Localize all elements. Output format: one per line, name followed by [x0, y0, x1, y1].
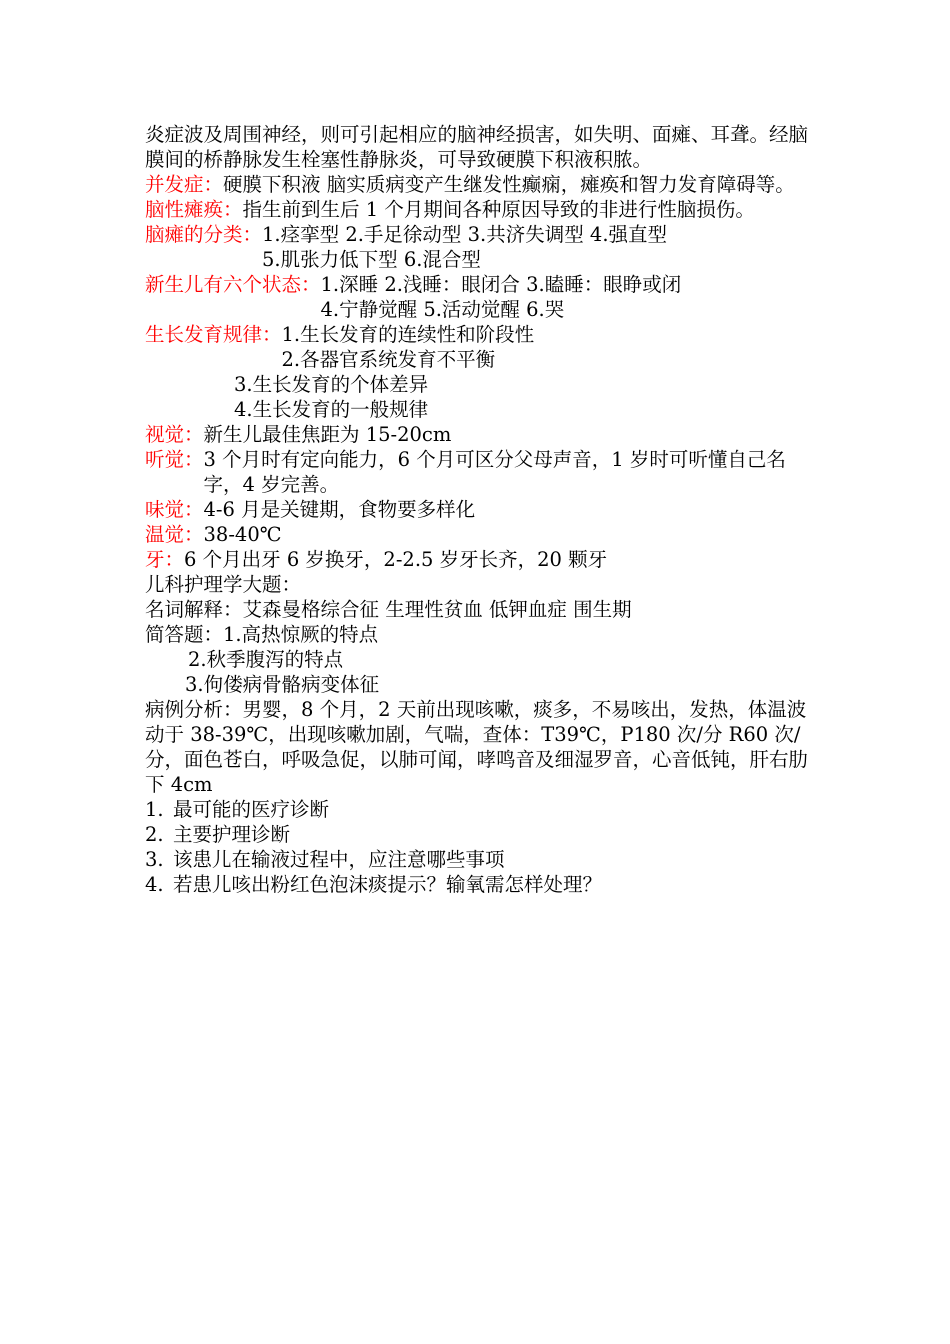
growth-rules-line-4: 4.生长发育的一般规律: [234, 398, 429, 421]
taste-label: 味觉：: [145, 498, 204, 521]
vision-label: 视觉：: [145, 423, 204, 446]
short-answer-line-1: 简答题：1.高热惊厥的特点: [145, 623, 379, 646]
cerebral-palsy-label: 脑性瘫痪：: [145, 198, 243, 221]
hearing-text: 3 个月时有定向能力，6 个月可区分父母声音，1 岁时可听懂自己名字，4 岁完善。: [203, 448, 786, 496]
vision-entry: [145, 422, 815, 447]
question-item: [145, 847, 815, 872]
cp-types-label: 脑瘫的分类：: [145, 223, 263, 246]
terms-line: 名词解释：艾森曼格综合征 生理性贫血 低钾血症 围生期: [145, 598, 632, 621]
question-number: 4.: [145, 873, 164, 896]
cp-types-line-1: 1.痉挛型 2.手足徐动型 3.共济失调型 4.强直型: [262, 223, 668, 246]
question-text: 该患儿在输液过程中，应注意哪些事项: [173, 848, 505, 871]
teeth-label: 牙：: [145, 548, 185, 571]
short-answer-line-2: 2.秋季腹泻的特点: [188, 648, 344, 671]
hearing-entry: [145, 447, 815, 497]
cp-types-entry: [145, 222, 815, 272]
question-item: [145, 822, 815, 847]
growth-rules-line-2: 2.各器官系统发育不平衡: [281, 348, 496, 371]
document-page: [145, 122, 815, 897]
taste-entry: [145, 497, 815, 522]
teeth-text: 6 个月出牙 6 岁换牙，2-2.5 岁牙长齐，20 颗牙: [184, 548, 608, 571]
case-analysis: 病例分析：男婴，8 个月，2 天前出现咳嗽，痰多，不易咳出，发热，体温波动于 38-39℃，出现咳嗽加剧，气喘，查体：T39℃，P180 次/分 R60 次/分，面色苍白，呼吸急促，以肺可闻，哮鸣音及细湿罗音，心音低钝，肝右肋下 4cm: [145, 698, 809, 796]
complications-entry: [145, 172, 815, 197]
cerebral-palsy-entry: [145, 197, 815, 222]
newborn-states-label: 新生儿有六个状态：: [145, 273, 321, 296]
exam-title: 儿科护理学大题：: [145, 573, 302, 596]
temperature-text: 38-40℃: [203, 523, 282, 546]
newborn-states-line-2: 4.宁静觉醒 5.活动觉醒 6.哭: [320, 298, 565, 321]
taste-text: 4-6 月是关键期，食物要多样化: [203, 498, 476, 521]
growth-rules-line-3: 3.生长发育的个体差异: [234, 373, 429, 396]
temperature-label: 温觉：: [145, 523, 204, 546]
question-number: 3.: [145, 848, 164, 871]
complications-text: 硬膜下积液 脑实质病变产生继发性癫痫，瘫痪和智力发育障碍等。: [223, 173, 795, 196]
newborn-states-line-1: 1.深睡 2.浅睡：眼闭合 3.瞌睡：眼睁或闭: [320, 273, 682, 296]
question-item: [145, 872, 815, 897]
vision-text: 新生儿最佳焦距为 15-20cm: [203, 423, 452, 446]
growth-rules-entry: [145, 322, 815, 372]
growth-rules-line-1: 1.生长发育的连续性和阶段性: [281, 323, 535, 346]
question-number: 1.: [145, 798, 164, 821]
cp-types-line-2: 5.肌张力低下型 6.混合型: [262, 248, 481, 271]
temperature-entry: [145, 522, 815, 547]
hearing-label: 听觉：: [145, 448, 204, 471]
question-number: 2.: [145, 823, 164, 846]
complications-label: 并发症：: [145, 173, 224, 196]
question-text: 若患儿咳出粉红色泡沫痰提示？输氧需怎样处理？: [173, 873, 603, 896]
cerebral-palsy-text: 指生前到生后 1 个月期间各种原因导致的非进行性脑损伤。: [242, 198, 755, 221]
growth-rules-label: 生长发育规律：: [145, 323, 282, 346]
newborn-states-entry: [145, 272, 815, 322]
short-answer-line-3: 3.佝偻病骨骼病变体征: [185, 673, 380, 696]
question-item: [145, 797, 815, 822]
teeth-entry: [145, 547, 815, 572]
intro-paragraph: 炎症波及周围神经，则可引起相应的脑神经损害，如失明、面瘫、耳聋。经脑膜间的桥静脉发生栓塞性静脉炎，可导致硬膜下积液积脓。: [145, 123, 809, 171]
question-text: 最可能的医疗诊断: [173, 798, 330, 821]
question-text: 主要护理诊断: [173, 823, 291, 846]
